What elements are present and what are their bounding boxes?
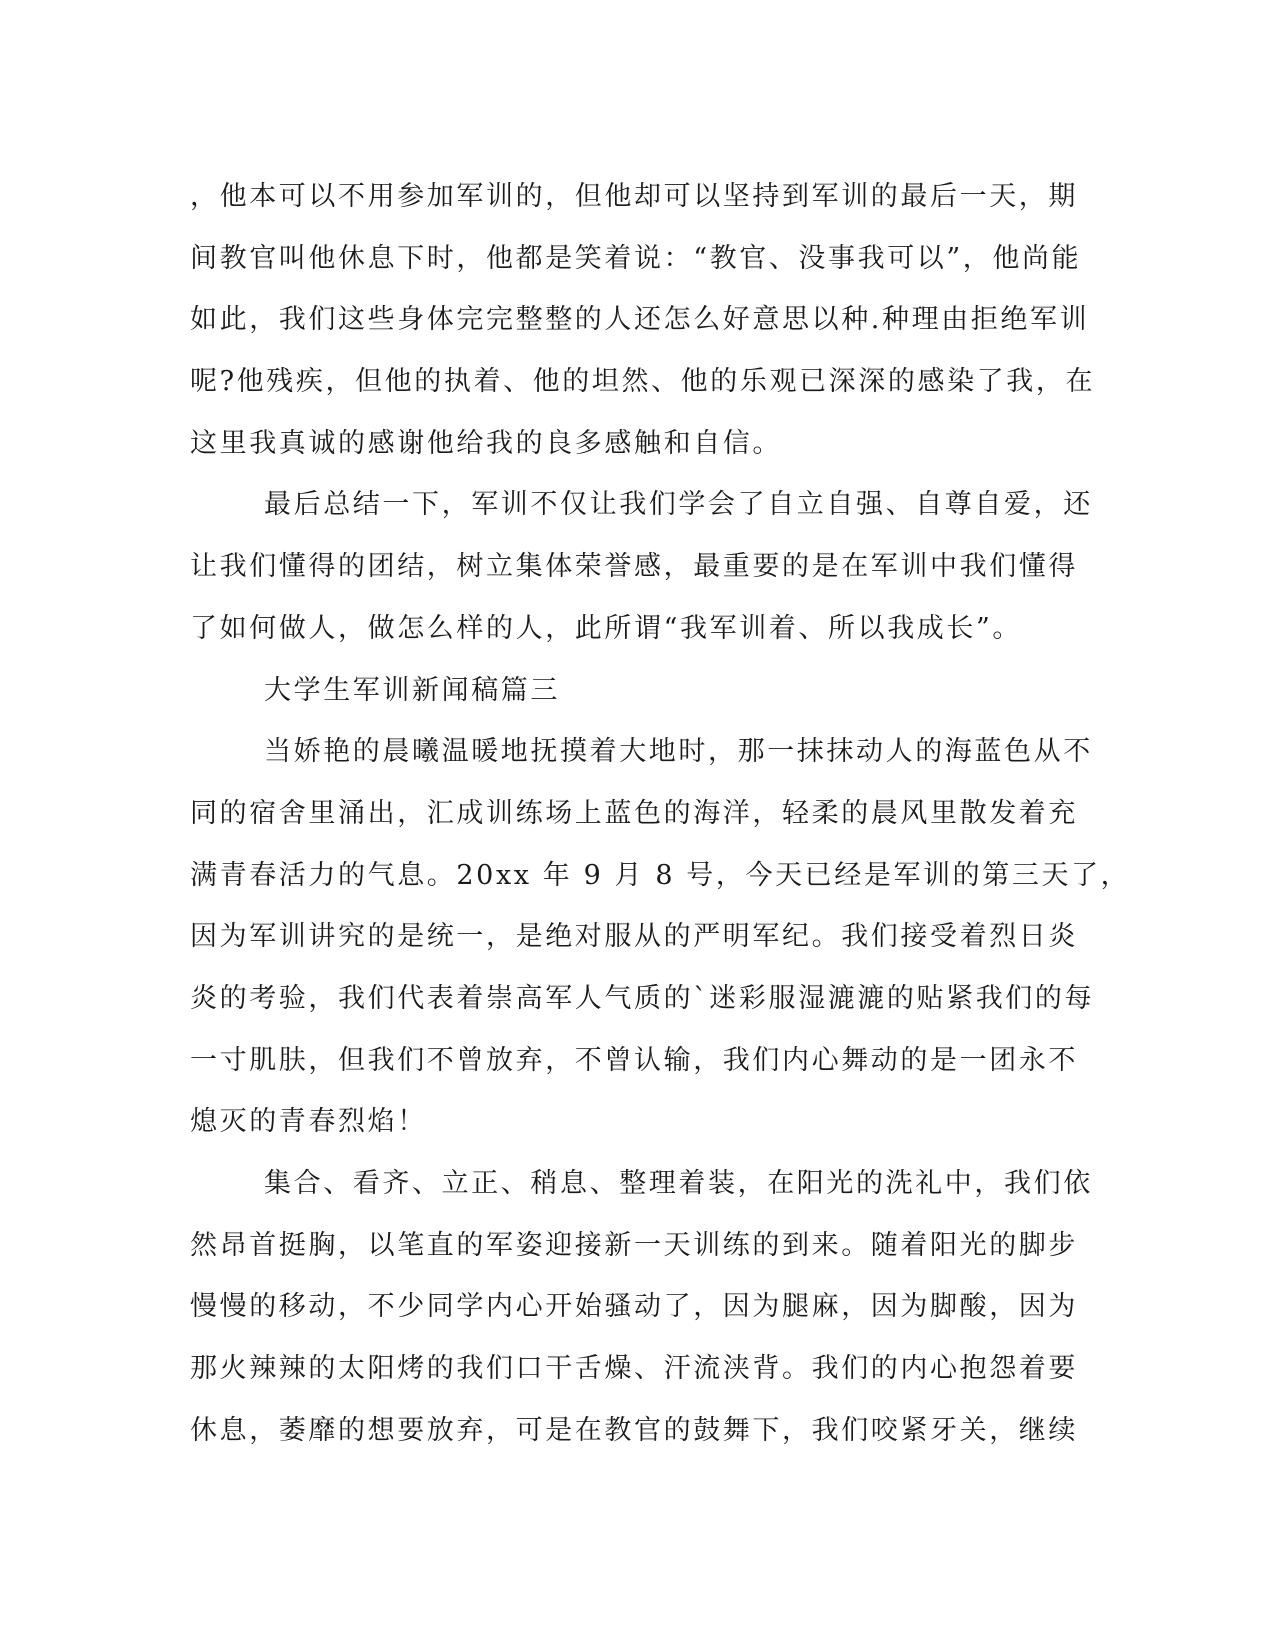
paragraph-summary	[190, 474, 1093, 659]
text-line: 当娇艳的晨曦温暖地抚摸着大地时，那一抹抹动人的海蓝色从不	[264, 736, 1093, 768]
text-line: 那火辣辣的太阳烤的我们口干舌燥、汗流浃背。我们的内心抱怨着要	[190, 1353, 1078, 1385]
section-title: 大学生军训新闻稿篇三	[264, 674, 560, 706]
text-line: 熄灭的青春烈焰！	[190, 1106, 427, 1138]
text-line: 让我们懂得的团结，树立集体荣誉感，最重要的是在军训中我们懂得	[190, 551, 1078, 583]
document-body	[190, 166, 1131, 1461]
text-line: 集合、看齐、立正、稍息、整理着装，在阳光的洗礼中，我们依	[264, 1168, 1093, 1199]
text-line: 满青春活力的气息。20xx 年 9 月 8 号，今天已经是军训的第三天了，	[190, 859, 1131, 891]
paragraph-morning	[190, 721, 1131, 1153]
text-line: 呢?他残疾，但他的执着、他的坦然、他的乐观已深深的感染了我，在	[190, 366, 1096, 398]
text-line: 然昂首挺胸，以笔直的军姿迎接新一天训练的到来。随着阳光的脚步	[190, 1229, 1078, 1261]
section-heading	[190, 660, 1080, 722]
text-line: 休息，萎靡的想要放弃，可是在教官的鼓舞下，我们咬紧牙关，继续	[190, 1414, 1078, 1446]
text-line: 因为军训讲究的是统一，是绝对服从的严明军纪。我们接受着烈日炎	[190, 921, 1078, 953]
text-line: 炎的考验，我们代表着崇高军人气质的`迷彩服湿漉漉的贴紧我们的每	[190, 982, 1095, 1014]
text-line: 这里我真诚的感谢他给我的良多感触和自信。	[190, 427, 782, 459]
text-line: 间教官叫他休息下时，他都是笑着说：“教官、没事我可以”，他尚能	[190, 242, 1082, 274]
text-line: 最后总结一下，军训不仅让我们学会了自立自强、自尊自爱，还	[264, 489, 1093, 521]
text-line: ，他本可以不用参加军训的，但他却可以坚持到军训的最后一天，期	[190, 181, 1078, 212]
text-line: 如此，我们这些身体完完整整的人还怎么好意思以种.种理由拒绝军训	[190, 304, 1090, 336]
text-line: 一寸肌肤，但我们不曾放弃，不曾认输，我们内心舞动的是一团永不	[190, 1044, 1078, 1076]
paragraph-continuation	[190, 166, 1096, 474]
text-line: 慢慢的移动，不少同学内心开始骚动了，因为腿麻，因为脚酸，因为	[190, 1291, 1078, 1323]
paragraph-training	[190, 1153, 1093, 1461]
text-line: 同的宿舍里涌出，汇成训练场上蓝色的海洋，轻柔的晨风里散发着充	[190, 797, 1078, 829]
text-line: 了如何做人，做怎么样的人，此所谓“我军训着、所以我成长”。	[190, 612, 1023, 644]
